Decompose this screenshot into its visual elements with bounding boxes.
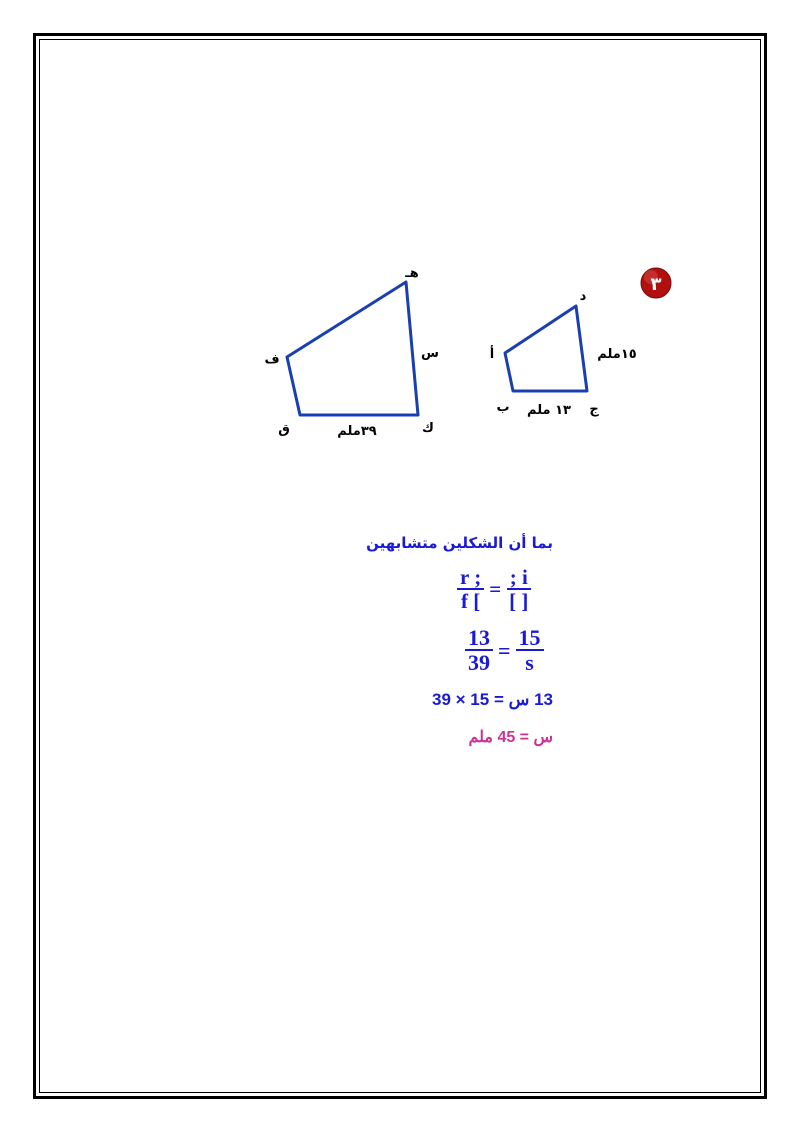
vertex-label-a: أ	[489, 347, 495, 362]
vertex-label-h: هـ	[405, 266, 419, 281]
vertex-label-d: د	[579, 289, 587, 304]
ratio-numeric-left-den: 39	[468, 650, 490, 676]
vertex-label-j: ج	[589, 402, 599, 417]
ratio-symbolic-right	[506, 566, 531, 613]
ratio-symbolic-left	[457, 566, 484, 613]
large-quadrilateral	[287, 282, 418, 415]
vertex-label-f: ف	[264, 352, 280, 367]
ratio-symbolic-right-num: ; i	[507, 566, 531, 590]
ratio-numeric	[465, 626, 544, 675]
ratio-symbolic-left-den: f [	[460, 589, 481, 614]
ratio-numeric-left-num: 13	[465, 626, 493, 651]
final-answer: س = 45 ملم	[468, 729, 553, 746]
cross-multiply-equation: 13 س = 15 × 39	[432, 690, 553, 709]
ratio-numeric-equals: =	[498, 637, 511, 663]
side-label-dj: ١٥ملم	[597, 347, 637, 362]
ratio-symbolic-left-num: r ;	[457, 566, 484, 590]
ratio-symbolic-right-den: [ ]	[509, 589, 529, 614]
solution-block	[366, 534, 553, 552]
similarity-statement: بما أن الشكلين متشابهين	[366, 534, 553, 552]
small-quadrilateral	[505, 306, 587, 391]
ratio-numeric-right-den: s	[525, 650, 534, 676]
ratio-numeric-right-num: 15	[516, 626, 544, 651]
problem-number-badge	[641, 268, 671, 298]
side-label-bj: ١٣ ملم	[527, 403, 571, 418]
vertex-label-k: ك	[422, 421, 434, 436]
side-label-hk: س	[421, 346, 439, 361]
vertex-label-b: ب	[496, 400, 510, 415]
ratio-numeric-right	[516, 626, 544, 675]
vertex-label-q: ق	[278, 422, 290, 437]
ratio-symbolic-equals: =	[489, 577, 502, 602]
ratio-numeric-left	[465, 626, 493, 675]
ratio-symbolic	[457, 566, 531, 613]
problem-number-text: ٣	[650, 274, 662, 295]
side-label-qk: ٣٩ملم	[337, 424, 377, 439]
